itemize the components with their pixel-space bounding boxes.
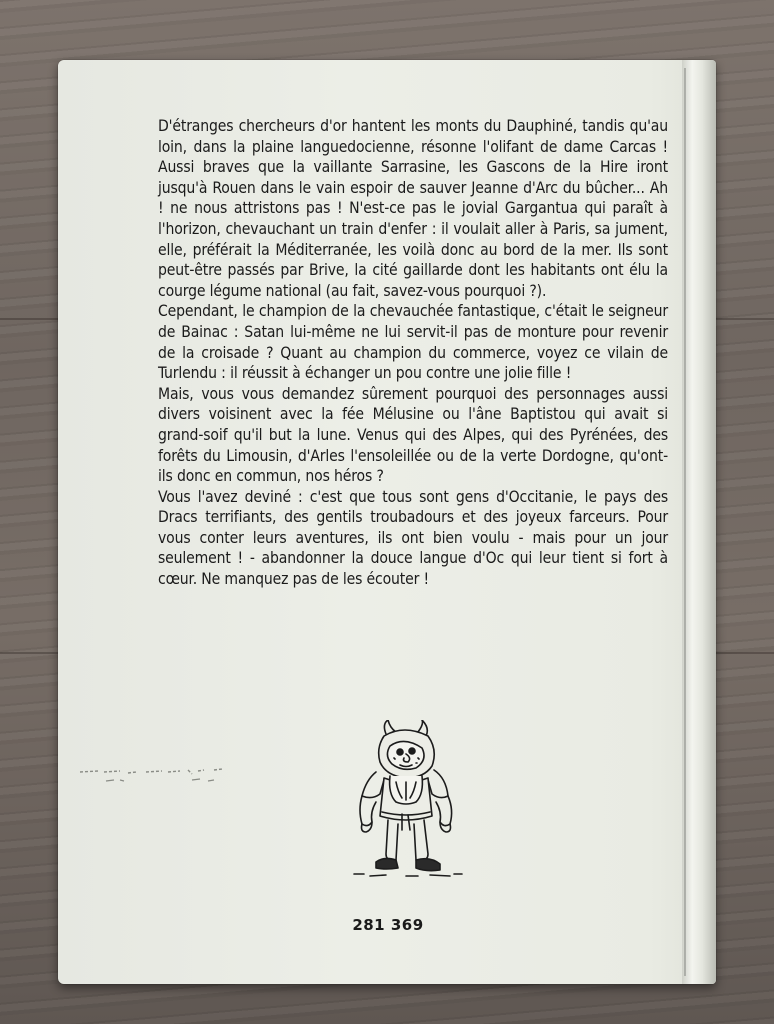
horned-dwarf-figure-icon bbox=[346, 720, 466, 890]
back-cover-blurb bbox=[158, 116, 668, 590]
cover-scuff-marks bbox=[76, 760, 226, 786]
blurb-paragraph: D'étranges chercheurs d'or hantent les monts du Dauphiné, tandis qu'au loin, dans la plaine languedocienne, résonne l'olifant de dame Carcas ! Aussi braves que la vaillante Sarrasine, les Gascons de la Hire iront jusqu'à Rouen dans le vain espoir de sauver Jeanne d'Arc du bûcher... Ah ! ne nous attristons pas ! N'est-ce pas le jovial Gargantua qui paraît à l'horizon, chevauchant un train d'enfer : il voulait aller à Paris, sa jument, elle, préférait la Méditerranée, les voilà donc au bord de la mer. Ils sont peut-être passés par Brive, la cité gaillarde dont les habitants ont élu la courge légume national (au fait, savez-vous pourquoi ?). bbox=[158, 117, 668, 300]
blurb-paragraph: Vous l'avez deviné : c'est que tous sont gens d'Occitanie, le pays des Dracs terrifiants, des gentils troubadours et des joyeux farceurs. Pour vous conter leurs aventures, ils ont bien voulu - mais pour un jour seulement ! - abandonner la douce langue d'Oc qui leur tient si fort à cœur. Ne manquez pas de les écouter ! bbox=[158, 487, 668, 589]
book-spine-groove bbox=[684, 68, 686, 976]
blurb-paragraph: Cependant, le champion de la chevauchée fantastique, c'était le seigneur de Bainac : Satan lui-même ne lui servit-il pas de monture pour revenir de la croisade ? Quant au champion du commerce, voyez ce vilain de Turlendu : il réussit à échanger un pou contre une jolie fille ! bbox=[158, 302, 668, 383]
book-back-cover bbox=[58, 60, 716, 984]
book-spine-edge bbox=[682, 60, 716, 984]
catalog-number: 281 369 bbox=[352, 916, 424, 934]
blurb-paragraph: Mais, vous vous demandez sûrement pourquoi des personnages aussi divers voisinent avec la fée Mélusine ou l'âne Baptistou qui avait si grand-soif qu'il but la lune. Venus qui des Alpes, qui des Pyrénées, des forêts du Limousin, d'Arles l'ensoleillée ou de la verte Dordogne, qu'ont-ils donc en commun, nos héros ? bbox=[158, 384, 668, 486]
